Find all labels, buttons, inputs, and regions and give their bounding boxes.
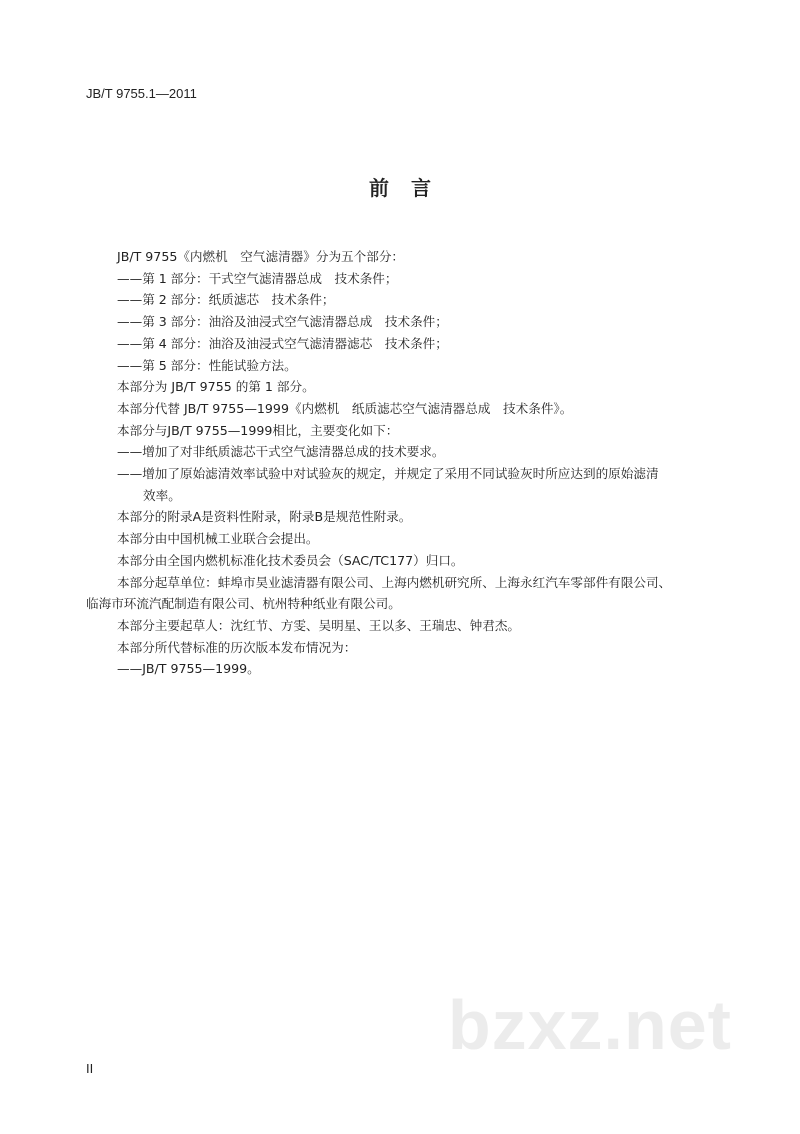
- foreword-body: [86, 246, 726, 680]
- paragraph: 本部分所代替标准的历次版本发布情况为：: [117, 639, 357, 655]
- paragraph: 本部分由全国内燃机标准化技术委员会（SAC/TC177）归口。: [117, 552, 464, 568]
- list-item: ——JB/T 9755—1999。: [117, 661, 260, 677]
- paragraph: 本部分为 JB/T 9755 的第 1 部分。: [117, 379, 315, 395]
- list-item: ——第 2 部分：纸质滤芯 技术条件；: [117, 292, 335, 308]
- paragraph: 本部分与JB/T 9755—1999相比，主要变化如下：: [117, 422, 399, 438]
- paragraph: 本部分由中国机械工业联合会提出。: [117, 531, 319, 547]
- paragraph-continuation: 临海市环流汽配制造有限公司、杭州特种纸业有限公司。: [86, 596, 401, 612]
- list-item-continuation: 效率。: [143, 487, 181, 503]
- list-item: ——第 3 部分：油浴及油浸式空气滤清器总成 技术条件；: [117, 314, 448, 330]
- paragraph: JB/T 9755《内燃机 空气滤清器》分为五个部分：: [117, 249, 405, 264]
- list-item: ——第 4 部分：油浴及油浸式空气滤清器滤芯 技术条件；: [117, 335, 448, 351]
- paragraph: 本部分的附录A是资料性附录，附录B是规范性附录。: [117, 509, 412, 525]
- list-item: ——增加了原始滤清效率试验中对试验灰的规定，并规定了采用不同试验灰时所应达到的原始滤清: [117, 466, 659, 482]
- list-item: ——增加了对非纸质滤芯干式空气滤清器总成的技术要求。: [117, 444, 445, 460]
- list-item: ——第 1 部分：干式空气滤清器总成 技术条件；: [117, 270, 398, 286]
- paragraph: 本部分起草单位：蚌埠市昊业滤清器有限公司、上海内燃机研究所、上海永红汽车零部件有限公司、: [117, 574, 672, 590]
- list-item: ——第 5 部分：性能试验方法。: [117, 357, 297, 373]
- page-title: 前言: [369, 176, 453, 200]
- page-number: II: [86, 1061, 94, 1076]
- watermark: bzxz.net: [447, 986, 732, 1064]
- standard-number-header: JB/T 9755.1—2011: [86, 86, 197, 101]
- paragraph: 本部分主要起草人：沈红节、方雯、吴明星、王以多、王瑞忠、钟君杰。: [117, 617, 520, 633]
- paragraph: 本部分代替 JB/T 9755—1999《内燃机 纸质滤芯空气滤清器总成 技术条件》。: [117, 400, 573, 416]
